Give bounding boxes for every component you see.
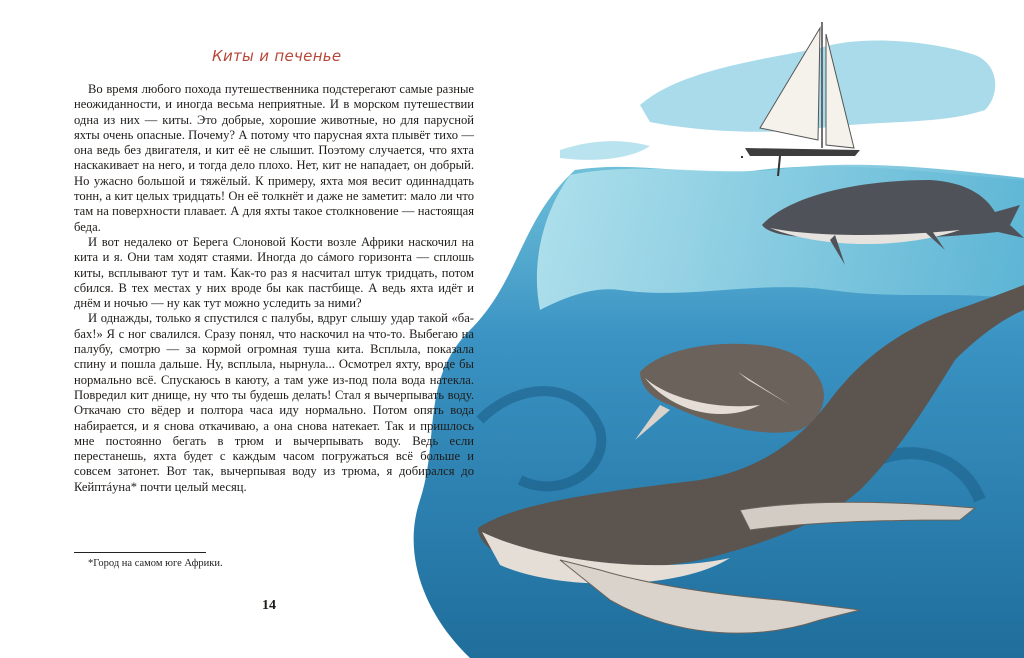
chapter-title: Киты и печенье: [212, 47, 342, 65]
paragraph: Во время любого похода путешественника подстерегают самые разные неожиданности, и иногда весьма неприятные. И в морском путешествии одна из них — киты. Это добрые, хорошие животные, но для парусной яхты очень опасные. Почему? А потому что парусная яхта плывёт тихо — она ведь без двигателя, и кит её не слышит. Поэтому случается, что яхта наскакивает на него, и тогда дело плохо. Нет, кит не нападает, он добрый. Но ужасно большой и тяжёлый. К примеру, яхта моя весит одиннадцать тонн, а кит целых тридцать! Он её толкнёт и даже не заметит: мало ли что там на поверхности плавает. А для яхты такое столкновение — настоящая беда.: [74, 82, 474, 234]
paragraph: И вот недалеко от Берега Слоновой Кости возле Африки наскочил на кита и я. Они там ходят стаями. Иногда до сáмого горизонта — сплошь киты, всплывают тут и там. Как-то раз я насчитал штук тридцать, потом сбился. В тех местах у них вроде бы как пастбище. А ведь яхта идёт и днём и ночью — ну как тут можно уследить за ними?: [74, 234, 474, 311]
footnote-divider: [74, 552, 206, 553]
page-number: 14: [262, 598, 276, 613]
footnote: *Город на самом юге Африки.: [88, 558, 223, 569]
body-text: [74, 82, 474, 495]
paragraph: И однажды, только я спустился с палубы, вдруг слышу удар такой «ба-бах!» Я с ног свалился. Сразу понял, что наскочил на что-то. Выбегаю на палубу, смотрю — за кормой огромная туша кита. Всплыла, показала спину и пошла дальше. Ну, всплыла, нырнула... Осмотрел яхту, вроде бы нормально всё. Спускаюсь в каюту, а там уже из-под пола вода натекла. Повредил кит днище, ну что ты будешь делать! Стал я вычерпывать воду. Откачаю сто вёдер и полтора часа иду нормально. Потом опять вода набирается, и я снова откачиваю, а она снова натекает. Так и пришлось мне постоянно бегать в трюм и вычерпывать воду. Ведь если перестанешь, яхта будет с каждым часом погружаться всё больше и совсем затонет. Вот так, вычерпывая воду из трюма, я добирался до Кейптáуна* почти целый месяц.: [74, 311, 474, 494]
sky-cloud-left: [560, 141, 650, 160]
